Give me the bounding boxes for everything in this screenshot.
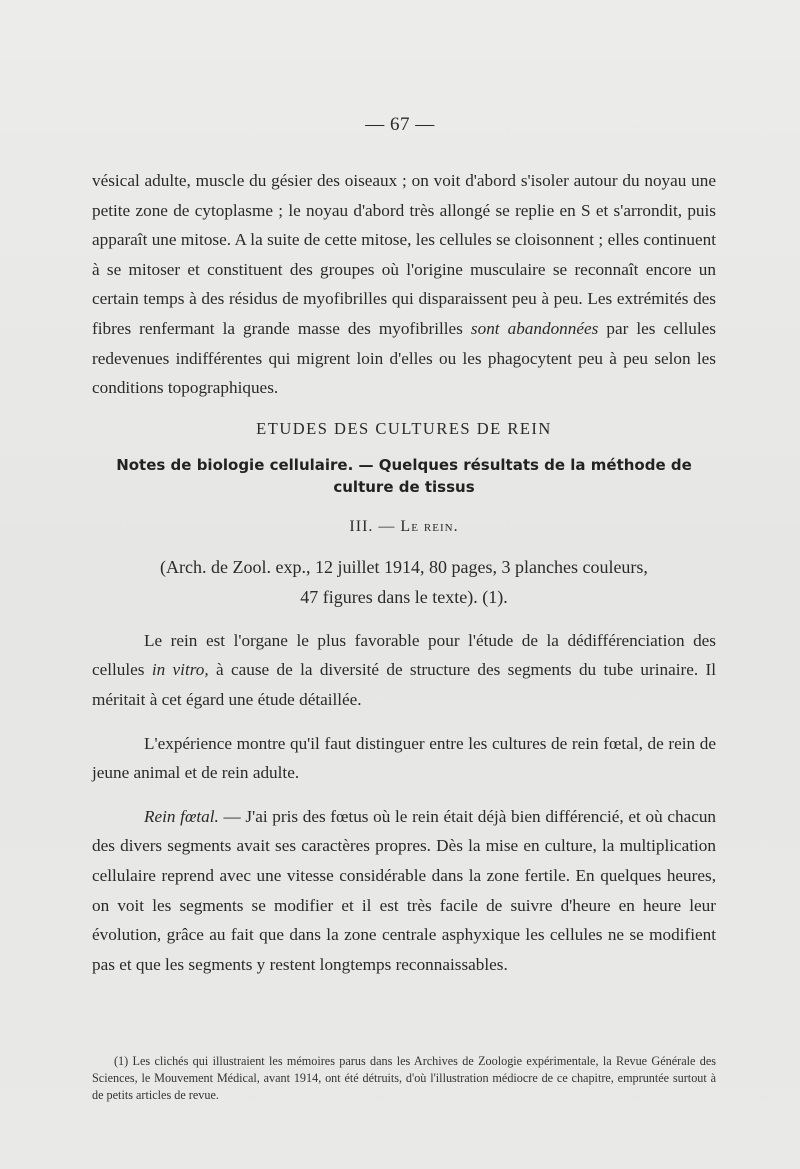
paragraph-1-text-b: par les cellules redevenues indifférentes qui migrent loin d'elles ou les phagocytent peu à peu selon les conditions topographiques.	[92, 318, 716, 398]
paragraph-1-text-a: vésical adulte, muscle du gésier des oiseaux ; on voit d'abord s'isoler autour du noyau une petite zone de cytoplasme ; le noyau d'abord très allongé se replie en S et s'arrondit, puis apparaît une mitose. A la suite de cette mitose, les cellules se cloisonnent ; elles continuent à se mitoser et constituent des groupes où l'origine musculaire se reconnaît encore un certain temps à des résidus de myofibrilles qui disparaissent peu à peu. Les extrémités des fibres renfermant la grande masse des myofibrilles	[92, 171, 716, 338]
paragraph-2-italic: in vitro,	[151, 660, 209, 680]
footnote: (1) Les clichés qui illustraient les mémoires parus dans les Archives de Zoologie expérimentale, la Revue Générale des Sciences, le Mouvement Médical, avant 1914, ont été détruits, d'où l'illustration médiocre de ce chapitre, empruntée surtout à de petits articles de revue.	[92, 1054, 716, 1102]
citation-line-1: (Arch. de Zool. exp., 12 juillet 1914, 80 pages, 3 planches couleurs,	[160, 556, 648, 577]
citation-line-2: 47 figures dans le texte). (1).	[300, 586, 508, 607]
section-title: ETUDES DES CULTURES DE REIN	[256, 418, 552, 438]
paragraph-1-italic: sont abandonnées	[470, 318, 599, 338]
main-content	[92, 166, 716, 979]
paragraph-4-italic: Rein fœtal.	[144, 806, 219, 826]
paragraph-4-text: — J'ai pris des fœtus où le rein était déjà bien différencié, et où chacun des divers segments avait ses caractères propres. Dès la mise en culture, la multiplication cellulaire reprend avec une vitesse considérable dans la zone fertile. En quelques heures, on voit les segments se modifier et il est très facile de suivre d'heure en heure leur évolution, grâce au fait que dans la zone centrale asphyxique les cellules ne se modifient pas et que les segments y restent longtemps reconnaissables.	[92, 806, 717, 974]
part-heading-text: III. — Le rein.	[349, 517, 459, 535]
paragraph-kidney-intro	[92, 626, 716, 715]
paragraph-fetal-kidney	[92, 802, 716, 980]
paragraph-2-text-a: Le rein est l'organe le plus favorable pour l'étude de la dédifférenciation des cellules	[92, 630, 716, 680]
citation	[92, 552, 716, 612]
page-number: — 67 —	[365, 114, 435, 135]
article-subtitle: Notes de biologie cellulaire. — Quelques résultats de la méthode de culture de tissus	[116, 455, 692, 496]
part-heading	[92, 518, 716, 536]
paragraph-experience: L'expérience montre qu'il faut distinguer entre les cultures de rein fœtal, de rein de jeune animal et de rein adulte.	[92, 733, 716, 783]
paragraph-muscle-dedifferentiation	[92, 166, 716, 403]
paragraph-2-text-b: à cause de la diversité de structure des segments du tube urinaire. Il méritait à cet égard une étude détaillée.	[92, 660, 716, 709]
